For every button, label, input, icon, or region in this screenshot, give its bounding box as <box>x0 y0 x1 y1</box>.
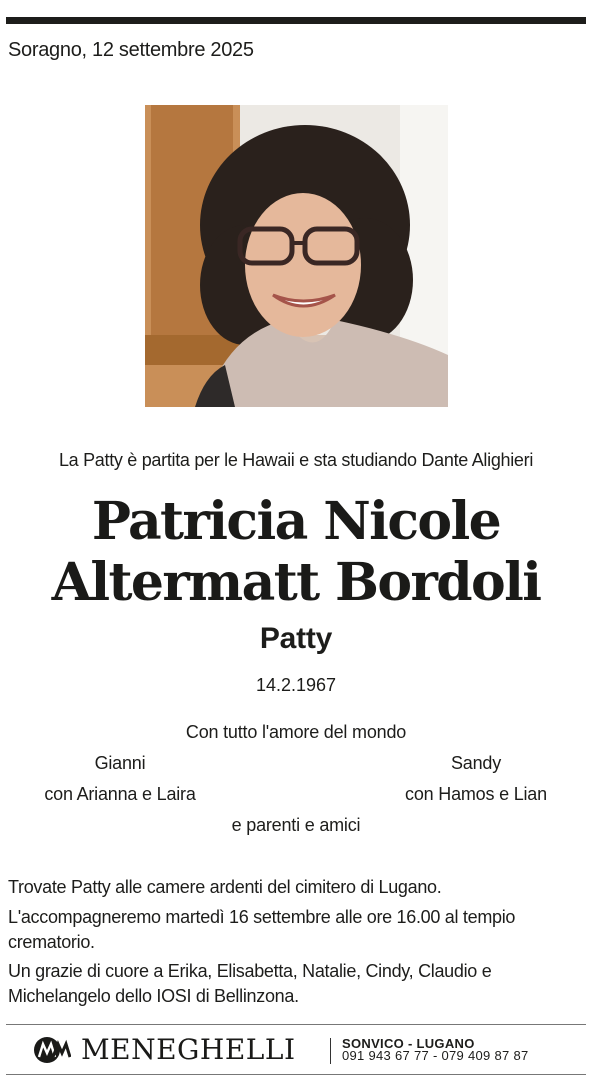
deceased-nickname: Patty <box>259 622 333 655</box>
mourner-left-with: con Arianna e Laira <box>44 784 196 804</box>
footer-phones: 091 943 67 77 - 079 409 87 87 <box>342 1048 529 1063</box>
epigraph: La Patty è partita per le Hawaii e sta studiando Dante Alighieri <box>58 450 534 470</box>
dateline: Soragno, 12 settembre 2025 <box>8 39 254 61</box>
deceased-name-line-1: Patricia Nicole <box>91 491 501 552</box>
birth-date: 14.2.1967 <box>255 675 337 695</box>
footer-separator <box>330 1038 331 1064</box>
mourner-right-with: con Hamos e Lian <box>405 784 547 804</box>
deceased-name-line-2: Altermatt Bordoli <box>51 552 541 613</box>
notice-thanks: Un grazie di cuore a Erika, Elisabetta, Natalie, Cindy, Claudio e Michelangelo dello IOSI di Bellinzona. <box>8 961 492 1006</box>
logo-mark-icon <box>33 1036 71 1064</box>
mourner-right-name: Sandy <box>450 753 502 773</box>
portrait-photo <box>145 105 448 407</box>
notice-ceremony: L'accompagneremo martedì 16 settembre alle ore 16.00 al tempio crematorio. <box>8 907 516 952</box>
mourners-others: e parenti e amici <box>231 815 361 835</box>
brand-name: MENEGHELLI <box>81 1033 296 1066</box>
top-rule <box>6 17 586 24</box>
notice-viewing: Trovate Patty alle camere ardenti del cimitero di Lugano. <box>8 877 442 897</box>
footer-cities: SONVICO - LUGANO <box>342 1036 475 1051</box>
funeral-home-logo <box>33 1030 333 1070</box>
mourners-intro: Con tutto l'amore del mondo <box>185 722 407 742</box>
portrait-image <box>145 105 448 407</box>
footer-top-rule <box>6 1024 586 1025</box>
footer-bottom-rule <box>6 1074 586 1075</box>
mourner-left-name: Gianni <box>94 753 146 773</box>
